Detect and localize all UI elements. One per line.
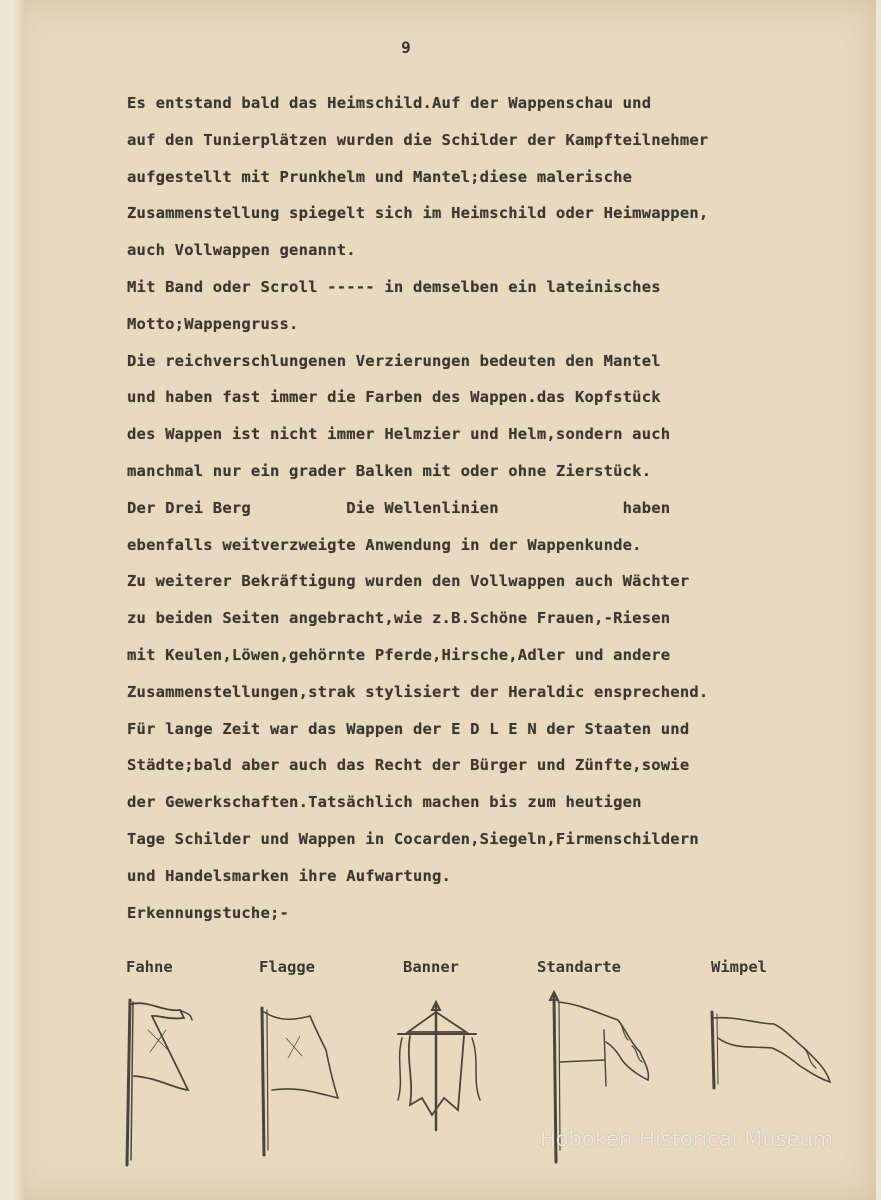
text-line: Motto;Wappengruss. [127, 314, 299, 333]
text-line: ebenfalls weitverzweigte Anwendung in der Wappenkunde. [127, 535, 642, 554]
wimpel-drawing [700, 990, 840, 1100]
text-line: Städte;bald aber auch das Recht der Bürger und Zünfte,sowie [127, 756, 690, 775]
typewritten-text [127, 92, 827, 938]
text-line: Zusammenstellungen,strak stylisiert der Heraldic ensprechend. [127, 682, 709, 701]
text-line: auch Vollwappen genannt. [127, 241, 356, 260]
flag-label-fahne: Fahne [126, 958, 173, 976]
text-line: manchmal nur ein grader Balken mit oder ohne Zierstück. [127, 461, 652, 480]
text-line: der Gewerkschaften.Tatsächlich machen bis zum heutigen [127, 793, 642, 812]
text-line: aufgestellt mit Prunkhelm und Mantel;diese malerische [127, 167, 633, 186]
banner-drawing [388, 990, 498, 1140]
fahne-drawing [118, 990, 198, 1170]
museum-watermark: Hoboken Historical Museum [540, 1127, 834, 1151]
text-line: Erkennungstuche;- [127, 903, 290, 922]
text-line: Der Drei Berg Die Wellenlinien haben [127, 498, 671, 517]
text-line: des Wappen ist nicht immer Helmzier und Helm,sondern auch [127, 425, 671, 444]
text-line: Die reichverschlungenen Verzierungen bedeuten den Mantel [127, 351, 661, 370]
flag-label-flagge: Flagge [259, 958, 315, 976]
page-edge [10, 0, 24, 1200]
flagge-drawing [250, 990, 350, 1170]
flag-label-wimpel: Wimpel [711, 958, 767, 976]
text-line: Zu weiterer Bekräftigung wurden den Vollwappen auch Wächter [127, 572, 690, 591]
text-line: und haben fast immer die Farben des Wappen.das Kopfstück [127, 388, 661, 407]
flag-label-standarte: Standarte [537, 958, 621, 976]
text-line: zu beiden Seiten angebracht,wie z.B.Schöne Frauen,-Riesen [127, 609, 671, 628]
text-line: Mit Band oder Scroll ----- in demselben ein lateinisches [127, 277, 661, 296]
page-number: 9 [401, 38, 411, 57]
text-line: Zusammenstellung spiegelt sich im Heimschild oder Heimwappen, [127, 204, 709, 223]
text-line: Es entstand bald das Heimschild.Auf der Wappenschau und [127, 94, 652, 112]
text-line: Tage Schilder und Wappen in Cocarden,Siegeln,Firmenschildern [127, 829, 699, 848]
text-line: mit Keulen,Löwen,gehörnte Pferde,Hirsche,Adler und andere [127, 645, 671, 664]
flag-labels [0, 958, 881, 978]
text-line: Für lange Zeit war das Wappen der E D L E N der Staaten und [127, 719, 690, 738]
text-line: auf den Tunierplätzen wurden die Schilder der Kampfteilnehmer [127, 130, 709, 149]
text-line: und Handelsmarken ihre Aufwartung. [127, 866, 452, 885]
flag-label-banner: Banner [403, 958, 459, 976]
